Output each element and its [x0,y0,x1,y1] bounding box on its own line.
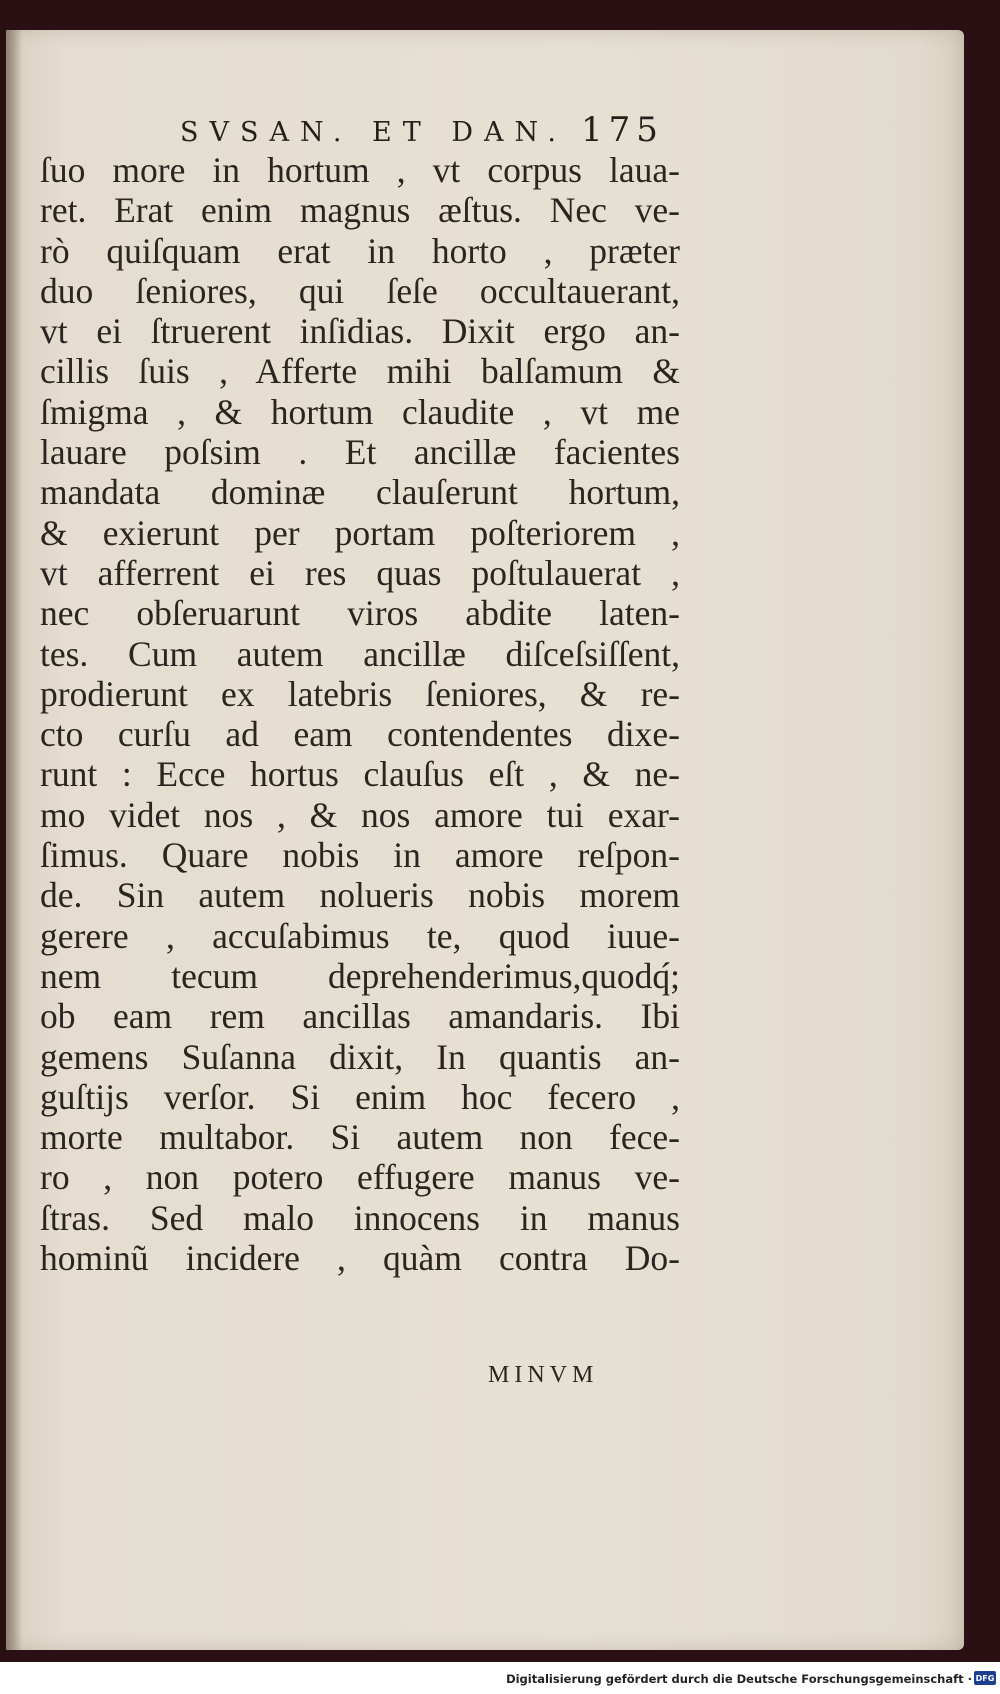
digitization-credit: Digitalisierung gefördert durch die Deutsche Forschungsgemeinschaft · [506,1672,972,1686]
footer [0,1664,1000,1694]
text-line: runt : Ecce hortus clauſus eſt , & ne- [40,754,680,795]
text-line: ſmigma , & hortum claudite , vt me [40,391,680,432]
text-line: hominũ incidere , quàm contra Do- [40,1238,680,1279]
text-line: morte multabor. Si autem non fece- [40,1117,680,1158]
text-line: nec obſeruarunt viros abdite laten- [40,593,680,634]
text-line: vt afferrent ei res quas poſtulauerat , [40,552,680,593]
text-line: ob eam rem ancillas amandaris. Ibi [40,996,680,1037]
catchword: MINVM [488,1362,599,1388]
page-number: 175 [580,110,664,150]
body-text [40,150,680,1278]
text-line: gemens Suſanna dixit, In quantis an- [40,1036,680,1077]
text-line: ſuo more in hortum , vt corpus laua- [40,150,680,190]
text-line: cto curſu ad eam contendentes dixe- [40,714,680,755]
running-head-title: SVSAN. ET DAN. [180,117,567,148]
text-line: & exierunt per portam poſteriorem , [40,512,680,553]
running-head [0,110,1000,150]
text-line: rò quiſquam erat in horto , præter [40,230,680,271]
text-line: mandata dominæ clauſerunt hortum, [40,472,680,513]
text-line: mo videt nos , & nos amore tui exar- [40,794,680,835]
text-line: ret. Erat enim magnus æſtus. Nec ve- [40,190,680,231]
text-line: prodierunt ex latebris ſeniores, & re- [40,673,680,714]
text-line: tes. Cum autem ancillæ diſceſsiſſent, [40,633,680,674]
text-line: gerere , accuſabimus te, quod iuue- [40,915,680,956]
text-line: ſtras. Sed malo innocens in manus [40,1197,680,1238]
text-line: cillis ſuis , Afferte mihi balſamum & [40,351,680,392]
text-line: vt ei ſtruerent inſidias. Dixit ergo an- [40,311,680,352]
text-line: nem tecum deprehenderimus,quodq́; [40,955,680,996]
text-line: lauare poſsim . Et ancillæ facientes [40,432,680,473]
text-line: ſimus. Quare nobis in amore reſpon- [40,835,680,876]
text-line: ro , non potero effugere manus ve- [40,1157,680,1198]
text-line: duo ſeniores, qui ſeſe occultauerant, [40,270,680,311]
text-line: de. Sin autem nolueris nobis morem [40,875,680,916]
text-line: guſtijs verſor. Si enim hoc fecero , [40,1076,680,1117]
dfg-logo: DFG [974,1671,996,1685]
